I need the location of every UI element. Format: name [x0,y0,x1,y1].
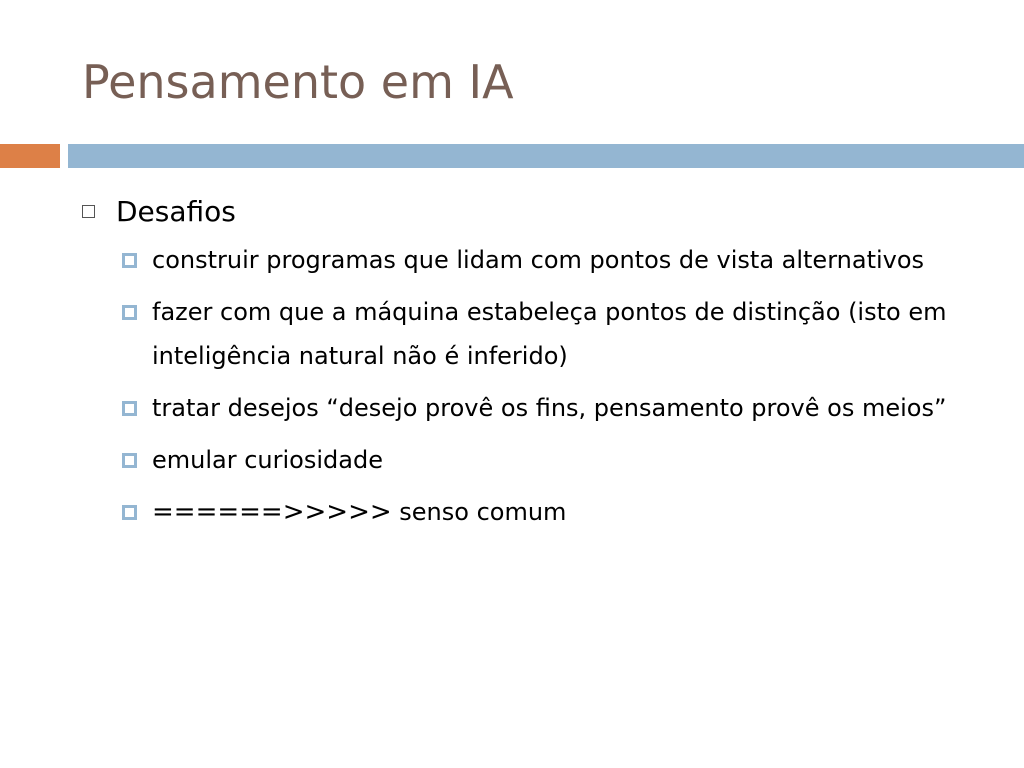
square-bullet-icon [122,505,137,520]
heading-text: Desafios [116,195,236,228]
slide-title: Pensamento em IA [82,55,514,109]
hollow-square-bullet-icon [82,205,95,218]
arrow-text: ======>>>>> [152,497,392,527]
title-accent-bar [0,144,60,168]
list-item-text: senso comum [391,498,567,526]
square-bullet-icon [122,253,137,268]
square-bullet-icon [122,305,137,320]
title-divider-bar [68,144,1024,168]
bullet-heading [82,190,1002,234]
list-item [82,290,1002,378]
list-item-text: construir programas que lidam com pontos de vista alternativos [152,246,925,274]
list-item-text: tratar desejos “desejo provê os fins, pensamento provê os meios” [152,394,947,422]
list-item [82,386,1002,430]
list-item [82,438,1002,482]
list-item [82,238,1002,282]
square-bullet-icon [122,401,137,416]
list-item-text: emular curiosidade [152,446,383,474]
sub-bullet-list [82,238,1002,534]
slide-content [82,190,1002,542]
list-item-text: fazer com que a máquina estabeleça pontos de distinção (isto em inteligência natural não é inferido) [152,298,947,370]
list-item [82,490,1002,534]
square-bullet-icon [122,453,137,468]
